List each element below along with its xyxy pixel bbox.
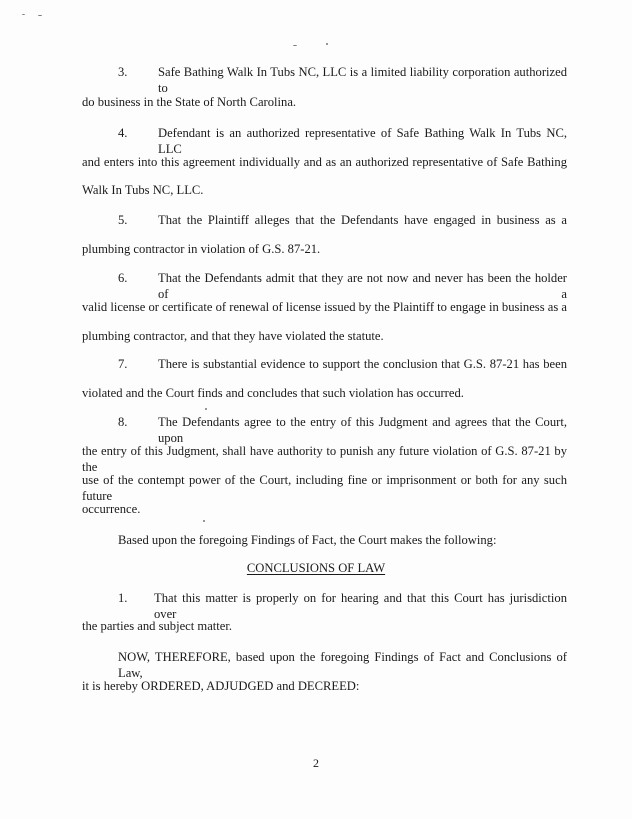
paragraph-5-line-2: plumbing contractor in violation of G.S. 87-21. (82, 242, 321, 256)
scan-speck (205, 408, 207, 410)
paragraph-3-line-1: Safe Bathing Walk In Tubs NC, LLC is a limited liability corporation authorized to (158, 65, 567, 95)
paragraph-8-line-2: the entry of this Judgment, shall have authority to punish any future violation of G.S. 87-21 by the (82, 444, 567, 474)
paragraph-5-line-1: That the Plaintiff alleges that the Defendants have engaged in business as a (158, 213, 567, 227)
findings-intro: Based upon the foregoing Findings of Fact, the Court makes the following: (118, 533, 497, 547)
paragraph-5-number: 5. (118, 213, 128, 227)
conclusion-1-line-1: That this matter is properly on for hearing and that this Court has jurisdiction over (154, 591, 567, 621)
paragraph-4-line-3: Walk In Tubs NC, LLC. (82, 183, 204, 197)
paragraph-8-number: 8. (118, 415, 128, 429)
page-number: 2 (313, 756, 319, 770)
paragraph-4-line-2: and enters into this agreement individually and as an authorized representative of Safe Bathing (82, 155, 567, 169)
paragraph-6-line-1: That the Defendants admit that they are not now and never has been the holder of a (158, 271, 567, 301)
scan-speck (22, 14, 25, 15)
scan-speck (203, 520, 205, 522)
paragraph-6-number: 6. (118, 271, 128, 285)
paragraph-7-line-2: violated and the Court finds and concludes that such violation has occurred. (82, 386, 464, 400)
paragraph-8-line-1: The Defendants agree to the entry of this Judgment and agrees that the Court, upon (158, 415, 567, 445)
conclusions-heading-text: CONCLUSIONS OF LAW (246, 561, 386, 575)
paragraph-4-line-1: Defendant is an authorized representative of Safe Bathing Walk In Tubs NC, LLC (158, 126, 567, 156)
paragraph-3-line-2: do business in the State of North Carolina. (82, 95, 297, 109)
paragraph-3-number: 3. (118, 65, 128, 79)
paragraph-6-line-3: plumbing contractor, and that they have violated the statute. (82, 329, 384, 343)
paragraph-7-number: 7. (118, 357, 128, 371)
scan-speck (293, 45, 297, 46)
conclusion-1-number: 1. (118, 591, 128, 605)
paragraph-6-line-2: valid license or certificate of renewal of license issued by the Plaintiff to engage in business as a (82, 300, 567, 314)
paragraph-8-line-3: use of the contempt power of the Court, including fine or imprisonment or both for any such future (82, 473, 567, 503)
now-therefore-line-2: it is hereby ORDERED, ADJUDGED and DECREED: (82, 679, 360, 693)
now-therefore-line-1: NOW, THEREFORE, based upon the foregoing Findings of Fact and Conclusions of Law, (118, 650, 567, 680)
paragraph-4-number: 4. (118, 126, 128, 140)
scan-speck (38, 15, 42, 16)
conclusion-1-line-2: the parties and subject matter. (82, 619, 233, 633)
paragraph-8-line-4: occurrence. (82, 502, 141, 516)
scan-speck (326, 43, 328, 45)
paragraph-7-line-1: There is substantial evidence to support the conclusion that G.S. 87-21 has been (158, 357, 567, 371)
conclusions-heading (0, 560, 632, 576)
